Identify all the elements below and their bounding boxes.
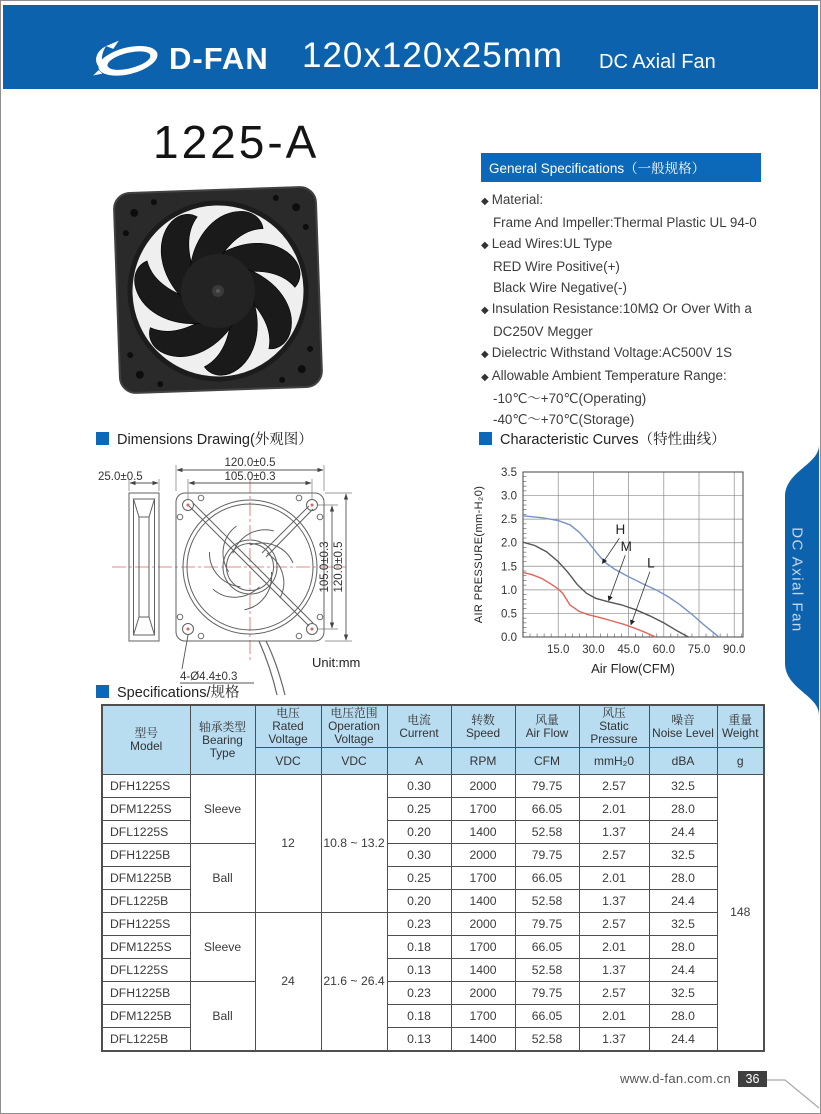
spec-line: ◆ Allowable Ambient Temperature Range: bbox=[481, 368, 727, 383]
cell-speed: 1700 bbox=[451, 867, 515, 890]
col-header: 风量 Air Flow bbox=[515, 705, 579, 748]
x-tick-label: 15.0 bbox=[547, 644, 570, 656]
cell-noise-level: 28.0 bbox=[649, 867, 717, 890]
spec-line: -40℃～+70℃(Storage) bbox=[493, 412, 635, 427]
side-tab-dc-axial-fan bbox=[769, 445, 819, 715]
cell-weight: 148 bbox=[717, 775, 764, 1052]
cell-operation-voltage: 21.6 ~ 26.4 bbox=[321, 913, 387, 1052]
diamond-bullet-icon: ◆ bbox=[481, 349, 489, 360]
curve-arrow-M bbox=[609, 555, 626, 601]
cell-bearing: Sleeve bbox=[190, 775, 255, 844]
centerlines bbox=[112, 479, 346, 661]
dim-height-outer: 120.0±0.5 bbox=[333, 541, 345, 593]
cell-bearing: Ball bbox=[190, 982, 255, 1052]
cell-static-pressure: 2.57 bbox=[579, 844, 649, 867]
cell-noise-level: 24.4 bbox=[649, 821, 717, 844]
cell-current: 0.30 bbox=[387, 775, 451, 798]
cell-speed: 2000 bbox=[451, 913, 515, 936]
cell-air-flow: 52.58 bbox=[515, 959, 579, 982]
cell-speed: 1400 bbox=[451, 1028, 515, 1052]
characteristic-curves-chart bbox=[469, 451, 769, 691]
cell-rated-voltage: 24 bbox=[255, 913, 321, 1052]
cell-current: 0.25 bbox=[387, 867, 451, 890]
col-unit: dBA bbox=[649, 748, 717, 775]
cell-speed: 1700 bbox=[451, 1005, 515, 1028]
spec-line: Frame And Impeller:Thermal Plastic UL 94-0 bbox=[493, 215, 757, 230]
curves-section-title: Characteristic Curves（特性曲线） bbox=[479, 428, 726, 449]
cell-model: DFM1225B bbox=[102, 867, 190, 890]
product-model-title: 1225-A bbox=[153, 116, 320, 168]
cell-current: 0.13 bbox=[387, 1028, 451, 1052]
plot-frame bbox=[523, 472, 743, 637]
cell-air-flow: 79.75 bbox=[515, 982, 579, 1005]
y-tick-label: 2.0 bbox=[501, 537, 517, 550]
col-unit: VDC bbox=[255, 748, 321, 775]
cell-current: 0.25 bbox=[387, 798, 451, 821]
y-tick-label: 3.5 bbox=[501, 467, 517, 479]
fan-product-photo bbox=[113, 184, 323, 394]
cell-static-pressure: 2.57 bbox=[579, 913, 649, 936]
dimensions-section-title: Dimensions Drawing(外观图） bbox=[96, 428, 313, 449]
size-title: 120x120x25mm bbox=[302, 36, 564, 75]
footer-corner-line bbox=[767, 1070, 821, 1112]
specifications-table bbox=[101, 704, 765, 1052]
cell-static-pressure: 2.01 bbox=[579, 867, 649, 890]
cell-air-flow: 66.05 bbox=[515, 936, 579, 959]
x-tick-label: 45.0 bbox=[617, 644, 640, 656]
cell-noise-level: 28.0 bbox=[649, 1005, 717, 1028]
cell-noise-level: 32.5 bbox=[649, 775, 717, 798]
col-unit: CFM bbox=[515, 748, 579, 775]
cell-current: 0.20 bbox=[387, 890, 451, 913]
col-header: 电压范围 Operation Voltage bbox=[321, 705, 387, 748]
cell-current: 0.20 bbox=[387, 821, 451, 844]
col-unit: RPM bbox=[451, 748, 515, 775]
cell-static-pressure: 2.01 bbox=[579, 1005, 649, 1028]
cell-noise-level: 24.4 bbox=[649, 959, 717, 982]
spec-line: DC250V Megger bbox=[493, 324, 593, 339]
cell-speed: 1700 bbox=[451, 936, 515, 959]
cell-air-flow: 52.58 bbox=[515, 890, 579, 913]
general-specs-list bbox=[481, 189, 761, 430]
y-tick-label: 1.0 bbox=[501, 584, 517, 597]
cell-current: 0.30 bbox=[387, 844, 451, 867]
cell-static-pressure: 2.01 bbox=[579, 798, 649, 821]
curve-label-L: L bbox=[647, 555, 655, 571]
cell-noise-level: 32.5 bbox=[649, 844, 717, 867]
cell-static-pressure: 1.37 bbox=[579, 821, 649, 844]
cell-noise-level: 24.4 bbox=[649, 890, 717, 913]
cell-model: DFM1225S bbox=[102, 798, 190, 821]
cell-static-pressure: 2.57 bbox=[579, 982, 649, 1005]
header-banner bbox=[3, 5, 818, 89]
cell-noise-level: 24.4 bbox=[649, 1028, 717, 1052]
spec-line: RED Wire Positive(+) bbox=[493, 259, 620, 274]
dim-height-inner: 105.0±0.3 bbox=[319, 541, 331, 593]
cell-air-flow: 79.75 bbox=[515, 775, 579, 798]
curve-arrow-H bbox=[602, 538, 619, 563]
y-tick-label: 0.0 bbox=[501, 632, 517, 644]
x-tick-label: 90.0 bbox=[723, 644, 746, 656]
col-header: 型号 Model bbox=[102, 705, 190, 775]
cell-operation-voltage: 10.8 ~ 13.2 bbox=[321, 775, 387, 913]
drawing-blades bbox=[201, 518, 296, 614]
table-row bbox=[102, 844, 764, 867]
cell-air-flow: 52.58 bbox=[515, 1028, 579, 1052]
dimension-lines bbox=[130, 470, 346, 683]
cell-bearing: Sleeve bbox=[190, 913, 255, 982]
cell-static-pressure: 1.37 bbox=[579, 890, 649, 913]
cell-bearing: Ball bbox=[190, 844, 255, 913]
footer-website: www.d-fan.com.cn bbox=[619, 1071, 731, 1086]
cell-noise-level: 32.5 bbox=[649, 982, 717, 1005]
cell-noise-level: 28.0 bbox=[649, 798, 717, 821]
cell-model: DFH1225B bbox=[102, 844, 190, 867]
blue-square-icon bbox=[479, 432, 492, 445]
col-header: 风压 Static Pressure bbox=[579, 705, 649, 748]
dim-width-outer: 120.0±0.5 bbox=[224, 457, 276, 469]
cell-model: DFH1225S bbox=[102, 775, 190, 798]
cell-speed: 1700 bbox=[451, 798, 515, 821]
table-row bbox=[102, 775, 764, 798]
cell-air-flow: 79.75 bbox=[515, 844, 579, 867]
cell-static-pressure: 1.37 bbox=[579, 959, 649, 982]
cell-air-flow: 66.05 bbox=[515, 1005, 579, 1028]
spec-line: -10℃～+70℃(Operating) bbox=[493, 391, 647, 406]
general-specs-header: General Specifications（一般规格） bbox=[481, 153, 761, 182]
cell-noise-level: 32.5 bbox=[649, 913, 717, 936]
col-unit: mmH₂0 bbox=[579, 748, 649, 775]
x-tick-label: 30.0 bbox=[582, 644, 605, 656]
cell-speed: 2000 bbox=[451, 844, 515, 867]
dim-holes: 4-Ø4.4±0.3 bbox=[180, 671, 238, 683]
side-tab-label: DC Axial Fan bbox=[788, 527, 806, 633]
cell-model: DFH1225S bbox=[102, 913, 190, 936]
spec-line: ◆ Insulation Resistance:10MΩ Or Over With a bbox=[481, 301, 752, 316]
blue-square-icon bbox=[96, 685, 109, 698]
col-unit: VDC bbox=[321, 748, 387, 775]
curve-label-M: M bbox=[620, 539, 632, 555]
dim-width-inner: 105.0±0.3 bbox=[224, 471, 276, 483]
x-tick-label: 75.0 bbox=[687, 644, 711, 656]
cell-air-flow: 52.58 bbox=[515, 821, 579, 844]
fan-swoosh-icon bbox=[89, 37, 167, 81]
brand-name: D-FAN bbox=[169, 41, 269, 76]
cell-static-pressure: 2.01 bbox=[579, 936, 649, 959]
cell-rated-voltage: 12 bbox=[255, 775, 321, 913]
col-unit: g bbox=[717, 748, 764, 775]
cell-model: DFH1225B bbox=[102, 982, 190, 1005]
y-tick-label: 0.5 bbox=[501, 608, 517, 621]
col-unit: A bbox=[387, 748, 451, 775]
header-subtitle: DC Axial Fan bbox=[599, 51, 716, 73]
cell-current: 0.18 bbox=[387, 936, 451, 959]
cell-model: DFL1225S bbox=[102, 959, 190, 982]
y-tick-label: 2.5 bbox=[501, 514, 517, 527]
diamond-bullet-icon: ◆ bbox=[481, 305, 489, 316]
dim-unit: Unit:mm bbox=[312, 655, 361, 670]
page-number-badge: 36 bbox=[738, 1071, 767, 1087]
cell-current: 0.23 bbox=[387, 913, 451, 936]
cell-speed: 1400 bbox=[451, 821, 515, 844]
diamond-bullet-icon: ◆ bbox=[481, 372, 489, 383]
cell-current: 0.13 bbox=[387, 959, 451, 982]
spec-line: Black Wire Negative(-) bbox=[493, 280, 627, 295]
cell-noise-level: 28.0 bbox=[649, 936, 717, 959]
dim-depth: 25.0±0.5 bbox=[98, 471, 143, 483]
x-tick-label: 60.0 bbox=[652, 644, 675, 656]
cell-static-pressure: 2.57 bbox=[579, 775, 649, 798]
x-axis-title: Air Flow(CFM) bbox=[591, 661, 675, 676]
col-header: 转数 Speed bbox=[451, 705, 515, 748]
cell-model: DFL1225S bbox=[102, 821, 190, 844]
cell-speed: 2000 bbox=[451, 982, 515, 1005]
col-header: 重量 Weight bbox=[717, 705, 764, 748]
col-header: 轴承类型 Bearing Type bbox=[190, 705, 255, 775]
y-tick-label: 3.0 bbox=[501, 490, 517, 503]
col-header: 噪音 Noise Level bbox=[649, 705, 717, 748]
cell-model: DFL1225B bbox=[102, 1028, 190, 1052]
y-tick-label: 1.5 bbox=[501, 561, 517, 574]
cell-static-pressure: 1.37 bbox=[579, 1028, 649, 1052]
cell-current: 0.23 bbox=[387, 982, 451, 1005]
y-axis-title: AIR PRESSURE(mm-H₂0) bbox=[473, 485, 485, 624]
dimensions-drawing bbox=[96, 453, 456, 703]
blue-square-icon bbox=[96, 432, 109, 445]
spec-line: ◆ Dielectric Withstand Voltage:AC500V 1S bbox=[481, 345, 733, 360]
table-row bbox=[102, 913, 764, 936]
cell-air-flow: 66.05 bbox=[515, 798, 579, 821]
cell-speed: 1400 bbox=[451, 890, 515, 913]
cell-speed: 1400 bbox=[451, 959, 515, 982]
cell-model: DFM1225S bbox=[102, 936, 190, 959]
cell-model: DFM1225B bbox=[102, 1005, 190, 1028]
diamond-bullet-icon: ◆ bbox=[481, 196, 489, 207]
spec-line: ◆ Material: bbox=[481, 192, 544, 207]
cell-model: DFL1225B bbox=[102, 890, 190, 913]
spec-table-section-title: Specifications/规格 bbox=[96, 681, 240, 702]
cell-speed: 2000 bbox=[451, 775, 515, 798]
spec-line: ◆ Lead Wires:UL Type bbox=[481, 236, 613, 251]
cell-air-flow: 79.75 bbox=[515, 913, 579, 936]
general-specifications bbox=[481, 153, 761, 430]
diamond-bullet-icon: ◆ bbox=[481, 240, 489, 251]
curve-label-H: H bbox=[615, 522, 626, 538]
col-header: 电压 Rated Voltage bbox=[255, 705, 321, 748]
lead-wires bbox=[259, 641, 285, 695]
col-header: 电流 Current bbox=[387, 705, 451, 748]
cell-air-flow: 66.05 bbox=[515, 867, 579, 890]
cell-current: 0.18 bbox=[387, 1005, 451, 1028]
curve-L bbox=[523, 572, 656, 637]
table-row bbox=[102, 982, 764, 1005]
